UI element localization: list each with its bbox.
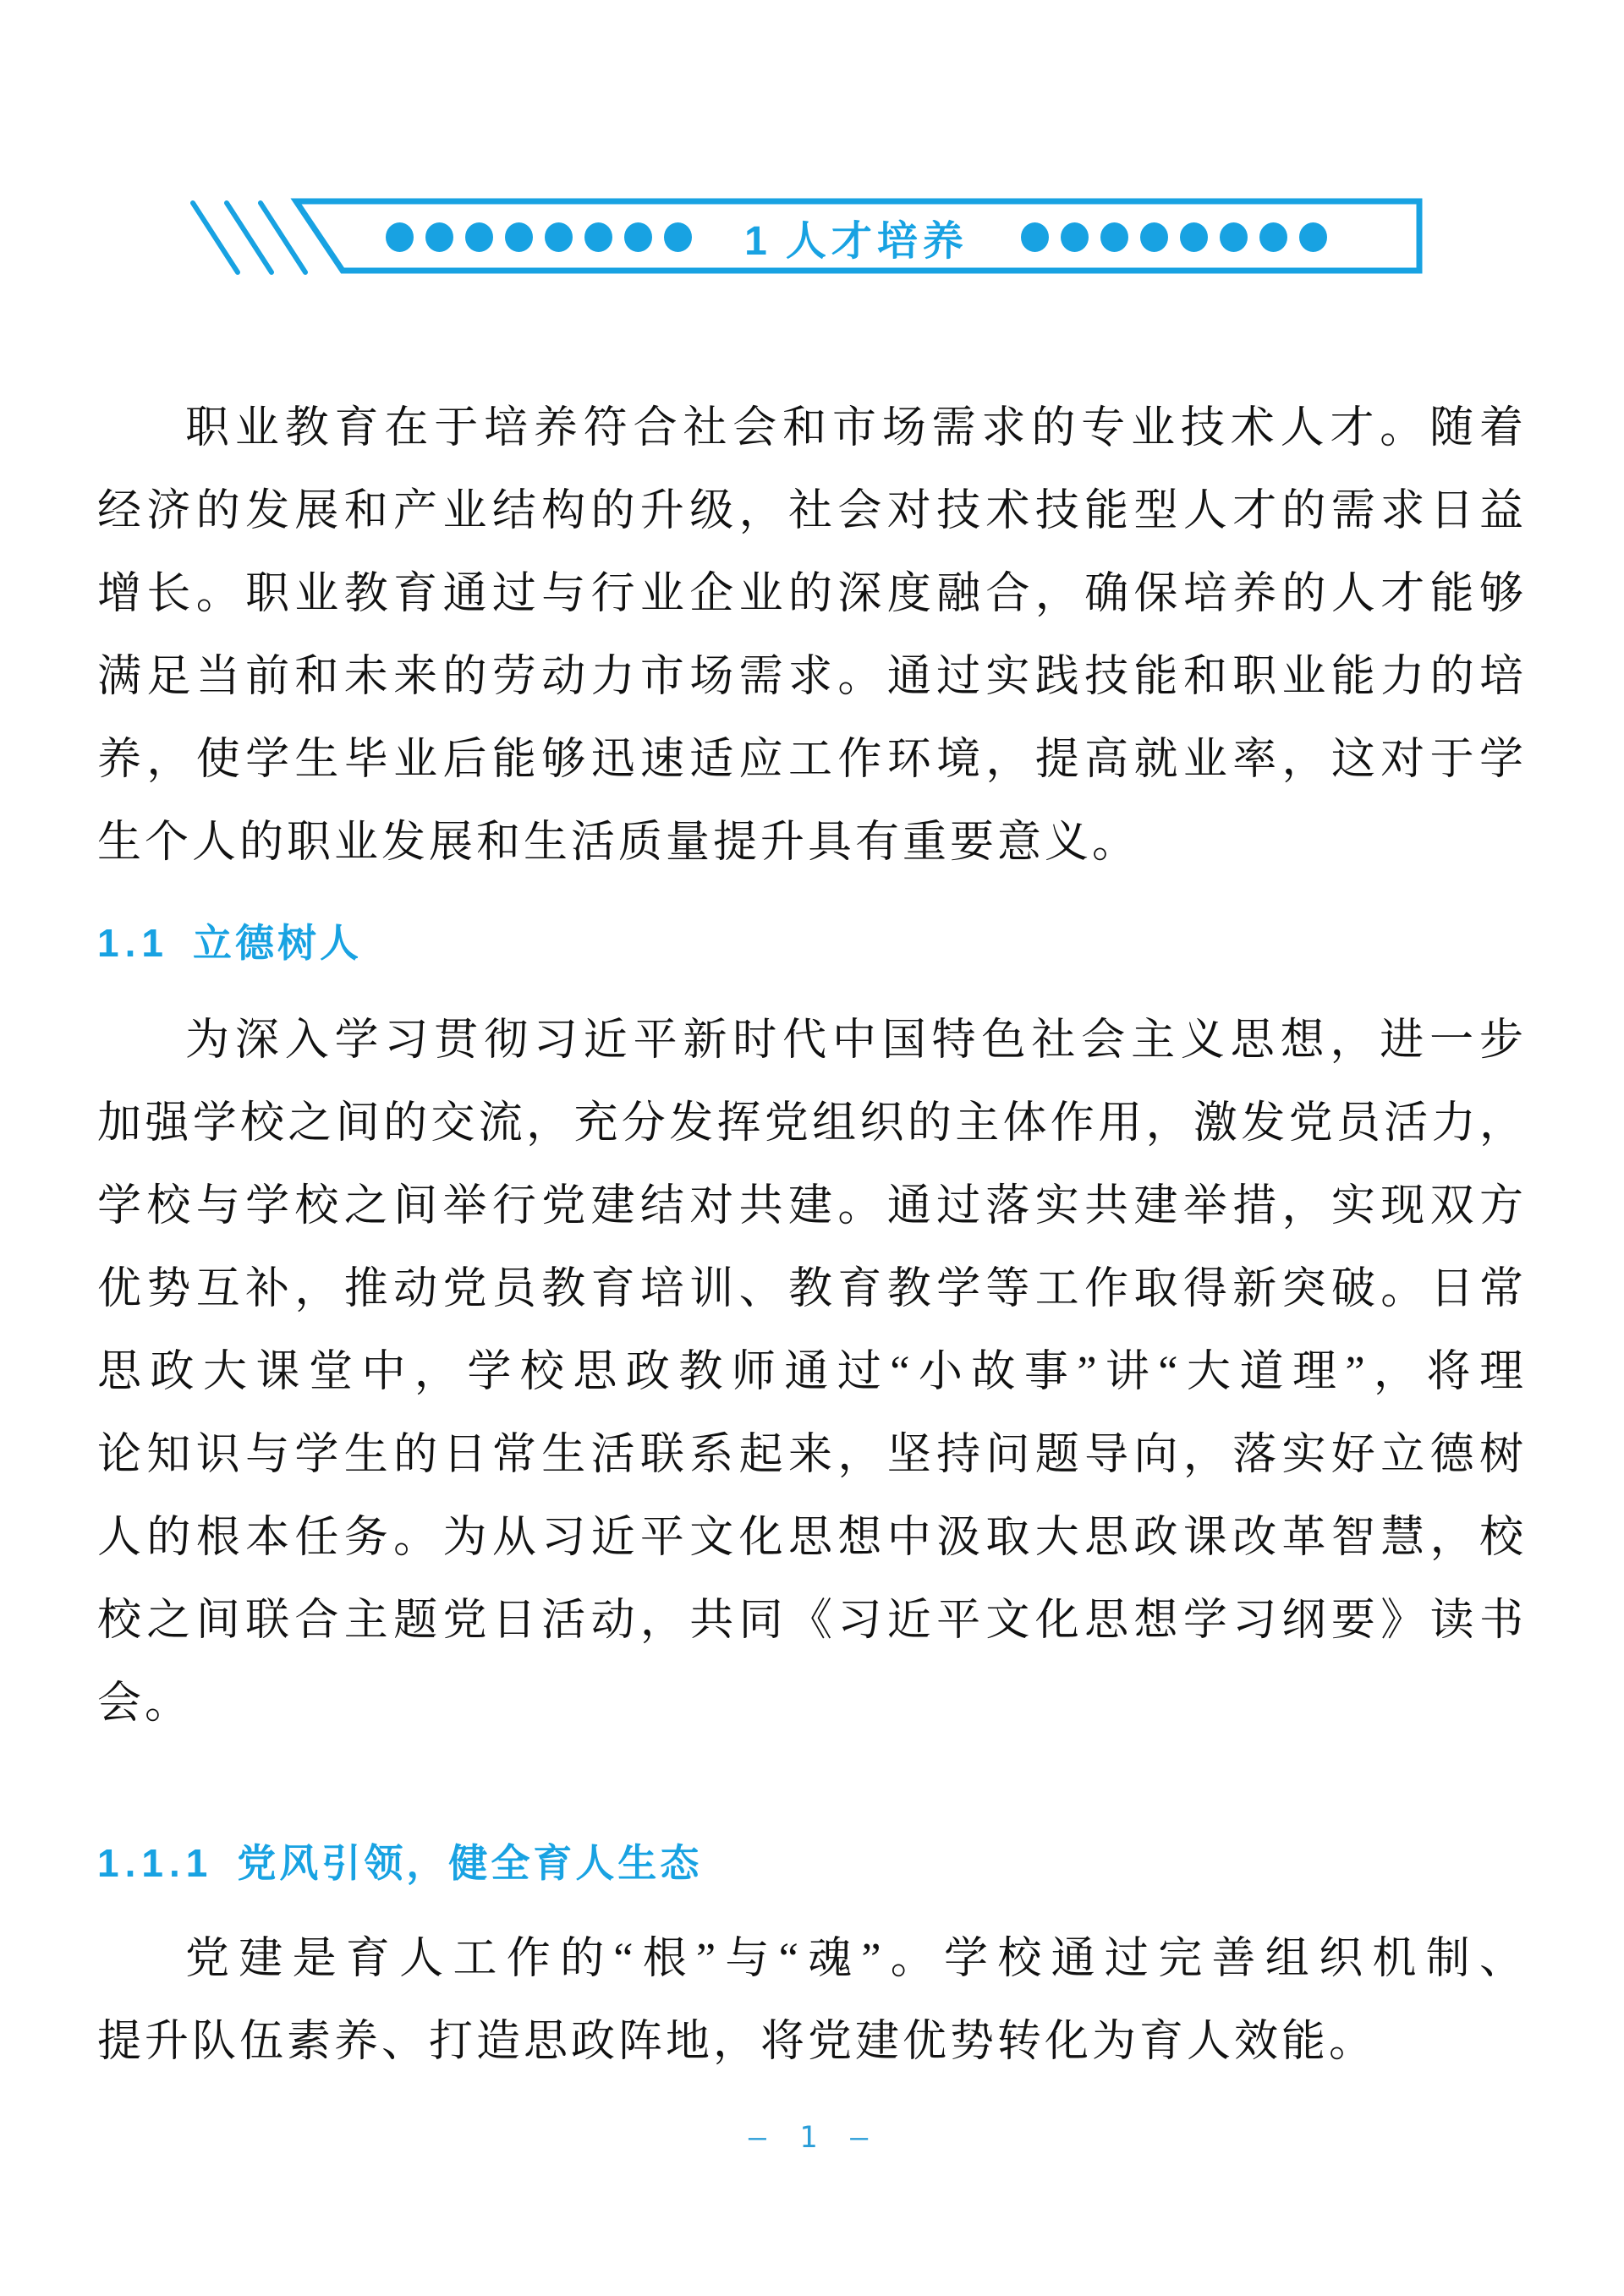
text-line: 生个人的职业发展和生活质量提升具有重要意义。 <box>97 819 1140 867</box>
section-paragraph <box>97 1000 1527 1745</box>
text-line: 加强学校之间的交流，充分发挥党组织的主体作用，激发党员活力， <box>97 1099 1527 1148</box>
text-line: 校之间联合主题党日活动，共同《习近平文化思想学习纲要》读书 <box>97 1597 1527 1645</box>
text-line: 论知识与学生的日常生活联系起来，坚持问题导向，落实好立德树 <box>97 1431 1527 1479</box>
subsection-heading-1-1-1 <box>97 1837 1527 1889</box>
dot-icon <box>624 222 652 252</box>
text-line: 增长。职业教育通过与行业企业的深度融合，确保培养的人才能够 <box>97 570 1527 618</box>
subsection-paragraph <box>97 1918 1527 2084</box>
dot-icon <box>1259 222 1287 252</box>
subsection-number: 1.1.1 <box>97 1841 214 1885</box>
dot-icon <box>1100 222 1128 252</box>
dot-icon <box>1220 222 1248 252</box>
text-line: 会。 <box>97 1680 193 1728</box>
text-line: 人的根本任务。为从习近平文化思想中汲取大思政课改革智慧，校 <box>97 1514 1527 1562</box>
dot-icon <box>1021 222 1049 252</box>
dot-icon <box>1061 222 1089 252</box>
dot-icon <box>1299 222 1327 252</box>
text-line: 满足当前和未来的劳动力市场需求。通过实践技能和职业能力的培 <box>97 653 1527 701</box>
dot-icon <box>505 222 533 252</box>
dot-icon <box>1180 222 1208 252</box>
dot-icon <box>386 222 414 252</box>
text-line: 思政大课堂中，学校思政教师通过“小故事”讲“大道理”，将理 <box>97 1348 1527 1396</box>
text-line: 党建是育人工作的“根”与“魂”。学校通过完善组织机制、 <box>185 1935 1527 1983</box>
subsection-title: 党风引领，健全育人生态 <box>237 1841 703 1885</box>
page-number: — 1 — <box>748 2121 876 2155</box>
dot-icon <box>545 222 573 252</box>
chapter-banner <box>294 203 1419 271</box>
text-line: 为深入学习贯彻习近平新时代中国特色社会主义思想，进一步 <box>185 1016 1527 1065</box>
section-title: 立德树人 <box>192 921 362 965</box>
text-line: 优势互补，推动党员教育培训、教育教学等工作取得新突破。日常 <box>97 1265 1527 1313</box>
dot-icon <box>584 222 612 252</box>
intro-paragraph <box>97 387 1527 885</box>
text-line: 学校与学校之间举行党建结对共建。通过落实共建举措，实现双方 <box>97 1182 1527 1230</box>
dot-icon <box>664 222 692 252</box>
chapter-title-text: 人才培养 <box>785 218 968 264</box>
dot-icon <box>465 222 493 252</box>
section-number: 1.1 <box>97 921 169 965</box>
dot-icon <box>1140 222 1168 252</box>
page-content <box>0 387 1624 2084</box>
text-line: 养，使学生毕业后能够迅速适应工作环境，提高就业率，这对于学 <box>97 736 1527 784</box>
banner-dots-right <box>1021 222 1327 252</box>
banner-dots-left <box>386 222 692 252</box>
text-line: 提升队伍素养、打造思政阵地，将党建优势转化为育人效能。 <box>97 2018 1377 2066</box>
banner-slashes-icon <box>193 203 305 272</box>
chapter-number: 1 <box>744 218 767 264</box>
chapter-heading <box>744 208 968 266</box>
text-line: 经济的发展和产业结构的升级，社会对技术技能型人才的需求日益 <box>97 487 1527 535</box>
text-line: 职业教育在于培养符合社会和市场需求的专业技术人才。随着 <box>185 404 1527 452</box>
section-heading-1-1 <box>97 917 1527 969</box>
dot-icon <box>425 222 453 252</box>
